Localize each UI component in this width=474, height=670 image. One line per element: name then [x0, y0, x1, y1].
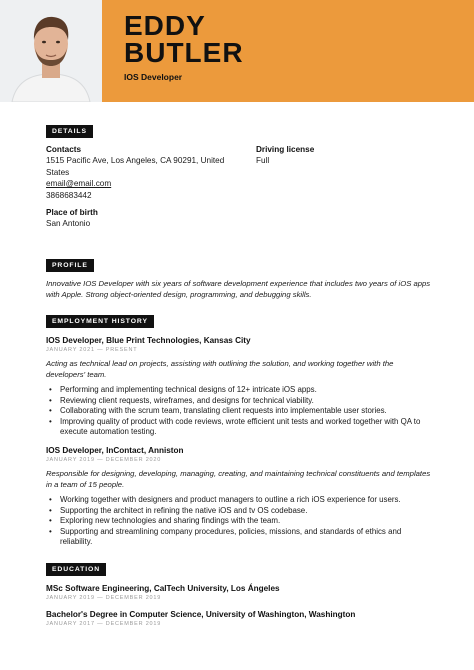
job-bullet-list	[46, 495, 431, 548]
job-description: Responsible for designing, developing, managing, creating, and maintaining technical constituents and templates in a team of 15 people.	[46, 468, 431, 489]
list-item: • Supporting the architect in refining the native iOS and tv OS codebase.	[46, 506, 431, 517]
driving-license-value: Full	[256, 156, 270, 165]
job-bullet-list	[46, 385, 431, 438]
first-name: EDDY	[124, 10, 206, 41]
portrait-image	[0, 0, 102, 102]
details-right-column	[256, 144, 436, 167]
profile-section	[46, 254, 436, 300]
job-role: IOS Developer	[124, 72, 183, 82]
employment-heading: EMPLOYMENT HISTORY	[46, 315, 154, 328]
degree-dates: JANUARY 2017 — DECEMBER 2019	[46, 620, 162, 627]
job-entry	[46, 445, 436, 548]
driving-license-label: Driving license	[256, 145, 315, 154]
list-item: • Performing and implementing technical designs of 12+ intricate iOS apps.	[46, 385, 431, 396]
list-item: • Exploring new technologies and sharing findings with the team.	[46, 516, 431, 527]
details-section	[46, 120, 436, 252]
address-text: 1515 Pacific Ave, Los Angeles, CA 90291, United States	[46, 156, 225, 177]
birth-place-value: San Antonio	[46, 219, 91, 228]
name-banner	[102, 0, 474, 102]
job-description: Acting as technical lead on projects, assisting with outlining the solution, and working together with the developers' team.	[46, 359, 394, 379]
profile-photo	[0, 0, 102, 102]
degree-title: MSc Software Engineering, CalTech University, Los Ángeles	[46, 583, 280, 593]
phone-text: 3868683442	[46, 190, 92, 200]
details-heading: DETAILS	[46, 125, 93, 138]
list-item: • Collaborating with the scrum team, translating client requests into implementable user stories.	[46, 406, 431, 417]
email-link[interactable]: email@email.com	[46, 179, 112, 188]
job-entry	[46, 335, 436, 438]
details-grid	[46, 144, 436, 252]
degree-title: Bachelor's Degree in Computer Science, University of Washington, Washington	[46, 609, 356, 619]
education-heading: EDUCATION	[46, 563, 106, 576]
education-entry	[46, 583, 436, 602]
job-dates: JANUARY 2021 — PRESENT	[46, 347, 138, 353]
candidate-name	[124, 12, 244, 66]
job-title: IOS Developer, InContact, Anniston	[46, 445, 184, 455]
details-left-column	[46, 144, 226, 230]
education-section	[46, 558, 436, 628]
job-title: IOS Developer, Blue Print Technologies, Kansas City	[46, 336, 251, 345]
list-item: • Supporting and streamlining company procedures, policies, missions, and standards of ethics and reliability.	[46, 527, 431, 548]
list-item: • Working together with designers and product managers to outline a rich iOS experience for users.	[46, 495, 431, 506]
profile-heading: PROFILE	[46, 259, 94, 272]
resume-header	[0, 0, 474, 102]
degree-dates: JANUARY 2019 — DECEMBER 2019	[46, 594, 162, 601]
last-name: BUTLER	[124, 37, 244, 68]
list-item: • Reviewing client requests, wireframes, and designs for technical viability.	[46, 396, 431, 407]
education-entry	[46, 609, 436, 628]
resume-body	[46, 120, 436, 628]
profile-summary: Innovative IOS Developer with six years of software development experience that includes two years of iOS apps with Apple. Strong object-oriented design, programming, and debugging skills.	[46, 279, 431, 299]
contacts-label: Contacts	[46, 145, 82, 154]
birth-place-label: Place of birth	[46, 208, 98, 217]
list-item: • Improving quality of product with code reviews, wrote efficient unit tests and worked together with QA to execute automation testing.	[46, 417, 431, 438]
employment-section	[46, 310, 436, 548]
job-dates: JANUARY 2019 — DECEMBER 2020	[46, 456, 162, 463]
